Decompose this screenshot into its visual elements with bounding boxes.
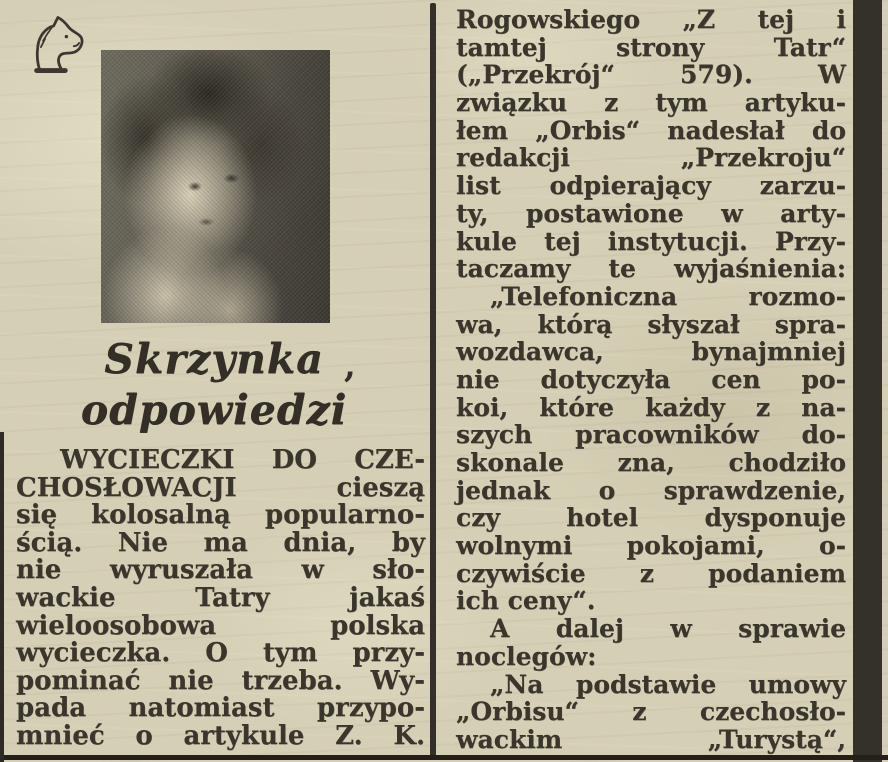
body-line: pada natomiast przypo- xyxy=(16,693,425,724)
right-edge-black-bar xyxy=(853,0,882,762)
left-column xyxy=(16,447,425,751)
body-line: łem „Orbis“ nadesłał do xyxy=(456,115,846,145)
body-line: wozdawca, bynajmniej xyxy=(456,337,846,367)
section-heading-line2: odpowiedzi xyxy=(80,386,348,434)
body-line: „Orbisu“ z czechosło- xyxy=(456,697,846,727)
print-artifact-mark: , xyxy=(344,346,356,386)
body-line: czywiście z podaniem xyxy=(456,558,846,588)
body-line: WYCIECZKI DO CZE- xyxy=(60,445,425,475)
right-column xyxy=(456,6,846,754)
body-line: „Na podstawie umowy xyxy=(490,669,846,699)
body-line: się kolosalną popularno- xyxy=(16,500,425,531)
body-line: wieloosobowa polska xyxy=(16,610,425,641)
body-line: ich ceny“. xyxy=(456,586,596,616)
body-line: ty, postawione w arty- xyxy=(456,198,846,228)
body-line: („Przekrój“ 579). W xyxy=(456,60,846,90)
body-line: skonale zna, chodziło xyxy=(456,448,846,477)
body-line: noclegów: xyxy=(456,641,597,671)
body-line: list odpierający zarzu- xyxy=(456,171,846,201)
body-line: nie wyruszała w sło- xyxy=(16,555,425,586)
body-line: tamtej strony Tatr“ xyxy=(456,32,846,62)
body-line: wolnymi pokojami, o- xyxy=(456,531,846,561)
body-line: jednak o sprawdzenie, xyxy=(456,475,846,505)
body-line: redakcji „Przekroju“ xyxy=(456,143,846,173)
body-line: pominać nie trzeba. Wy- xyxy=(16,665,425,696)
left-edge-scan-mark xyxy=(0,432,4,762)
portrait-photo xyxy=(101,50,330,323)
body-line: ścią. Nie ma dnia, by xyxy=(16,527,425,558)
horse-head-icon xyxy=(26,12,94,76)
bottom-rule xyxy=(0,755,888,760)
column-divider-rule xyxy=(430,3,436,757)
body-line: A dalej w sprawie xyxy=(490,614,846,644)
body-line: mnieć o artykule Z. K. xyxy=(16,720,425,751)
body-line: związku z tym artyku- xyxy=(456,88,846,118)
section-heading xyxy=(58,334,370,436)
body-line: czy hotel dysponuje xyxy=(456,503,846,533)
body-line: koi, które każdy z na- xyxy=(456,392,846,422)
body-line: taczamy te wyjaśnienia: xyxy=(456,254,846,284)
body-line: CHOSŁOWACJI cieszą xyxy=(16,472,425,503)
body-line: wackim „Turystą“, xyxy=(456,724,846,754)
body-line: kule tej instytucji. Przy- xyxy=(456,226,846,256)
body-line: wa, którą słyszał spra- xyxy=(456,309,846,339)
body-line: Rogowskiego „Z tej i xyxy=(456,5,846,34)
body-line: wycieczka. O tym przy- xyxy=(16,638,425,669)
body-line: „Telefoniczna rozmo- xyxy=(490,281,846,311)
body-line: wackie Tatry jakaś xyxy=(16,582,425,613)
section-heading-line1: Skrzynka xyxy=(104,335,324,383)
body-line: nie dotyczyła cen po- xyxy=(456,364,846,394)
body-line: szych pracowników do- xyxy=(456,420,846,450)
